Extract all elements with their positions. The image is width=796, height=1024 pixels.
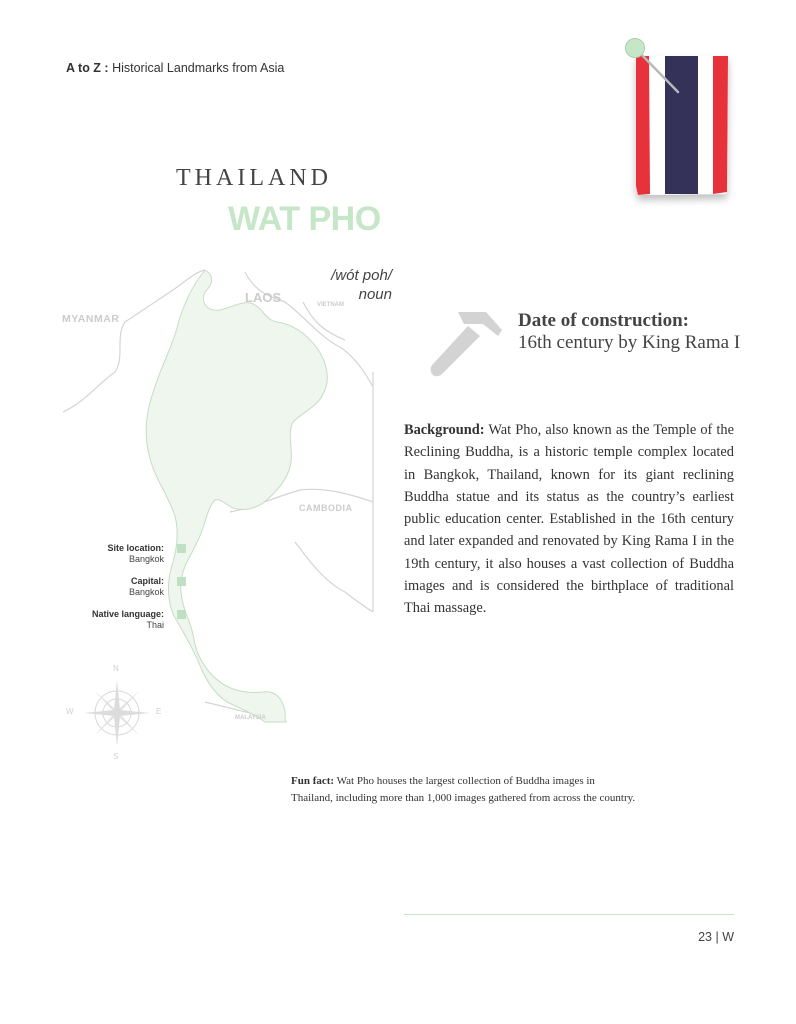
thailand-shape xyxy=(146,270,327,722)
footer-divider xyxy=(404,914,734,915)
fact-marker xyxy=(177,577,186,586)
fact-value: Thai xyxy=(146,620,164,630)
compass-e: E xyxy=(156,707,162,716)
fact-marker xyxy=(177,544,186,553)
fact-label: Capital: xyxy=(130,576,164,586)
compass-rose-icon xyxy=(82,678,152,748)
thailand-map xyxy=(55,262,380,732)
fact-value: Bangkok xyxy=(128,587,164,597)
phonetic: /wót poh/ xyxy=(331,267,392,284)
fact-label: Native language: xyxy=(91,609,164,619)
construction-value: 16th century by King Rama I xyxy=(518,332,741,353)
background-paragraph xyxy=(404,419,734,620)
compass-n: N xyxy=(113,664,119,673)
cambodia-label: CAMBODIA xyxy=(299,503,353,513)
fun-fact-label: Fun fact: xyxy=(291,775,335,787)
thailand-flag-icon xyxy=(618,36,740,206)
hammer-icon xyxy=(428,308,504,380)
malaysia-label: MALAYSIA xyxy=(235,715,266,721)
page-number: 23 | W xyxy=(698,930,734,944)
fact-capital xyxy=(60,576,164,598)
part-of-speech: noun xyxy=(358,286,392,303)
country-name: THAILAND xyxy=(176,165,332,191)
fact-site-location xyxy=(60,543,164,565)
running-header xyxy=(66,61,284,75)
fact-value: Bangkok xyxy=(128,554,164,564)
construction-block xyxy=(518,310,748,354)
series-title-bold: A to Z : xyxy=(66,61,109,75)
construction-label: Date of construction: xyxy=(518,310,689,331)
vietnam-label: VIETNAM xyxy=(317,302,344,308)
laos-label: LAOS xyxy=(245,290,282,305)
background-text: Wat Pho, also known as the Temple of the Reclining Buddha, is a historic temple complex located in Bangkok, Thailand, known for its giant reclining Buddha statue and its status as the country’s earliest public education center. Established in the 16th century and later expanded and renovated by King Rama I in the 19th century, it also houses a vast collection of Buddha images and is considered the birthplace of traditional Thai massage. xyxy=(404,422,734,617)
fact-marker xyxy=(177,610,186,619)
landmark-title: WAT PHO xyxy=(228,200,381,238)
fun-fact-paragraph xyxy=(291,773,636,806)
fact-native-language xyxy=(60,609,164,631)
myanmar-label: MYANMAR xyxy=(62,313,120,325)
cambodia-coast xyxy=(295,542,373,612)
fun-fact-text: Wat Pho houses the largest collection of Buddha images in Thailand, including more than 1,000 images gathered from across the country. xyxy=(291,775,636,804)
compass-w: W xyxy=(66,707,74,716)
background-label: Background: xyxy=(404,422,485,438)
compass-s: S xyxy=(113,752,119,761)
series-title: Historical Landmarks from Asia xyxy=(112,61,285,75)
fact-label: Site location: xyxy=(107,543,164,553)
